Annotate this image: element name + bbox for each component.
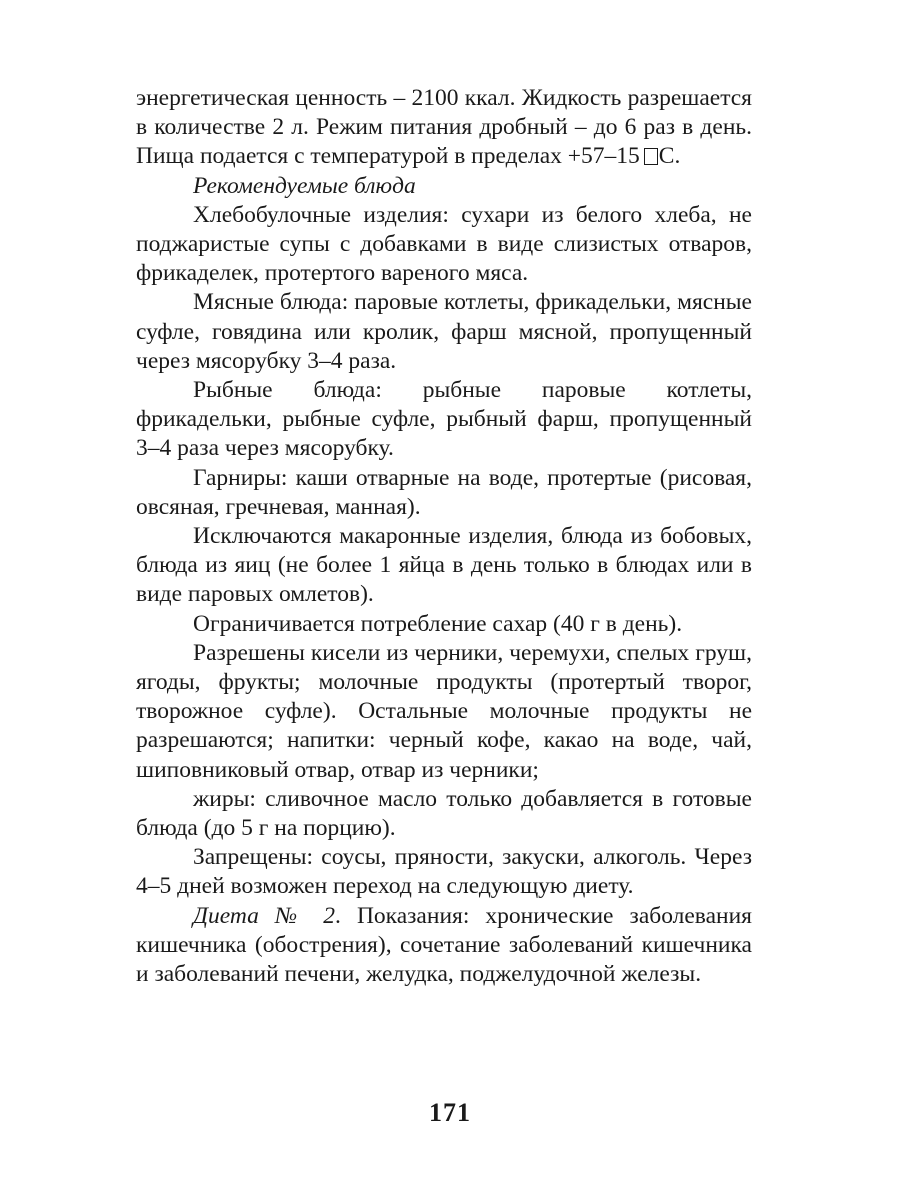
- page-body: [136, 84, 752, 989]
- diet-2-label: Диета № 2: [193, 902, 336, 929]
- page-number: 171: [429, 1098, 471, 1127]
- paragraph-excluded: Исключаются макаронные изделия, блюда из бобовых, блюда из яиц (не более 1 яйца в день только в блюдах или в виде паровых омлетов).: [136, 523, 752, 608]
- intro-text-end: С.: [658, 143, 681, 170]
- paragraph-fats: жиры: сливочное масло только добавляется в готовые блюда (до 5 г на порцию).: [136, 785, 752, 842]
- paragraph-forbidden: Запрещены: соусы, пряности, закуски, алкоголь. Через 4–5 дней возможен переход на следующую диету.: [136, 844, 752, 900]
- paragraph-garnish: Гарниры: каши отварные на воде, протертые (рисовая, овсяная, гречневая, манная).: [136, 464, 752, 520]
- paragraph-bakery: Хлебобулочные изделия: сухари из белого хлеба, не поджаристые супы с добавками в виде слизистых отваров, фрикаделек, протертого вареного мяса.: [136, 201, 752, 287]
- recommended-dishes-heading: Рекомендуемые блюда: [193, 172, 416, 199]
- paragraph-sugar: Ограничивается потребление сахар (40 г в день).: [193, 610, 683, 637]
- diet-2-text: . Показания: хронические заболевания кишечника (обострения), сочетание заболеваний кишечника и заболеваний печени, желудка, поджелудочной железы.: [136, 902, 752, 988]
- paragraph-fish: Рыбные блюда: рыбные паровые котлеты, фрикадельки, рыбные суфле, рыбный фарш, пропущенный 3–4 раза через мясорубку.: [136, 377, 752, 462]
- paragraph-meat: Мясные блюда: паровые котлеты, фрикадельки, мясные суфле, говядина или кролик, фарш мясной, пропущенный через мясорубку 3–4 раза.: [136, 289, 752, 374]
- paragraph-allowed: Разрешены кисели из черники, черемухи, спелых груш, ягоды, фрукты; молочные продукты (протертый творог, творожное суфле). Остальные молочные продукты не разрешаются; напитки: черный кофе, какао на воде, чай, шиповниковый отвар, отвар из черники;: [136, 639, 752, 783]
- intro-paragraph: [136, 84, 752, 172]
- missing-glyph-box-icon: [644, 148, 658, 165]
- paragraph-diet-2: [136, 902, 752, 990]
- intro-text: энергетическая ценность – 2100 ккал. Жидкость разрешается в количестве 2 л. Режим питания дробный – до 6 раз в день. Пища подается с температурой в пределах +57–15: [136, 85, 752, 170]
